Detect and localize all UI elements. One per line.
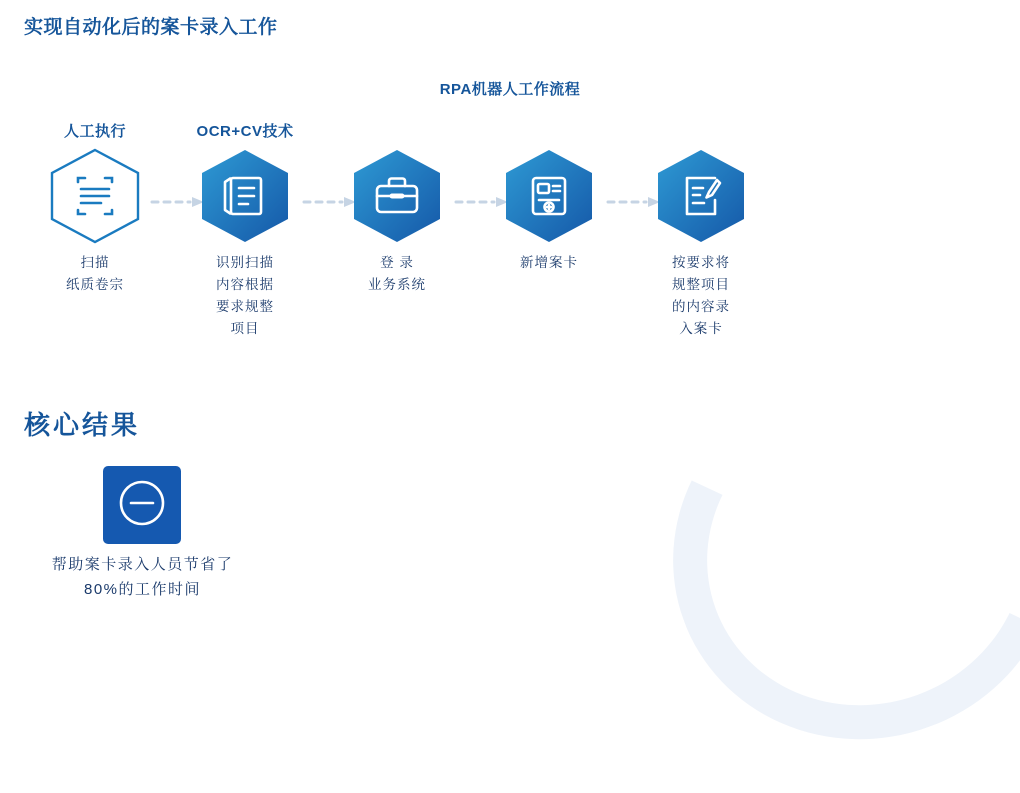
result-description-line-2: 80%的工作时间 xyxy=(83,581,202,598)
flow-step-5-label xyxy=(636,252,766,340)
flow-step-1-label xyxy=(30,252,160,296)
flow-diagram-title: RPA机器人工作流程 xyxy=(439,81,581,98)
flow-step-3-label-line-2: 业务系统 xyxy=(368,277,426,292)
edit-document-icon xyxy=(651,148,751,244)
result-description-line-1: 帮助案卡录入人员节省了 xyxy=(51,556,234,573)
results-heading: 核心结果 xyxy=(24,410,141,440)
flow-step-1-label-line-2: 纸质卷宗 xyxy=(66,277,124,292)
flow-step-2-label-line-1: 识别扫描 xyxy=(216,255,274,270)
flow-step-1-label-line-1: 扫描 xyxy=(80,255,110,270)
flow-category-manual: 人工执行 xyxy=(63,123,126,140)
flow-step-4-label xyxy=(484,252,614,274)
flow-step-3-label-line-1: 登 录 xyxy=(380,255,414,270)
flow-step-5-label-line-3: 的内容录 xyxy=(672,299,730,314)
flow-step-5-label-line-2: 规整项目 xyxy=(672,277,730,292)
flow-step-5-label-line-1: 按要求将 xyxy=(672,255,730,270)
briefcase-icon xyxy=(347,148,447,244)
minus-circle-icon xyxy=(115,476,169,535)
flow-step-2-label-line-2: 内容根据 xyxy=(216,277,274,292)
result-description xyxy=(10,552,275,602)
scan-document-icon xyxy=(45,148,145,244)
flow-step-2-label xyxy=(180,252,310,340)
flow-step-2-label-line-3: 要求规整 xyxy=(216,299,274,314)
card-add-icon xyxy=(499,148,599,244)
flow-diagram xyxy=(20,120,760,360)
document-lines-icon xyxy=(195,148,295,244)
page-title: 实现自动化后的案卡录入工作 xyxy=(24,17,278,38)
flow-step-2-label-line-4: 项目 xyxy=(230,321,260,336)
flow-step-5-label-line-4: 入案卡 xyxy=(679,321,723,336)
flow-category-ocr-cv: OCR+CV技术 xyxy=(196,123,294,140)
flow-step-4-label-line-1: 新增案卡 xyxy=(520,255,578,270)
flow-step-3-label xyxy=(332,252,462,296)
result-badge xyxy=(103,466,181,544)
